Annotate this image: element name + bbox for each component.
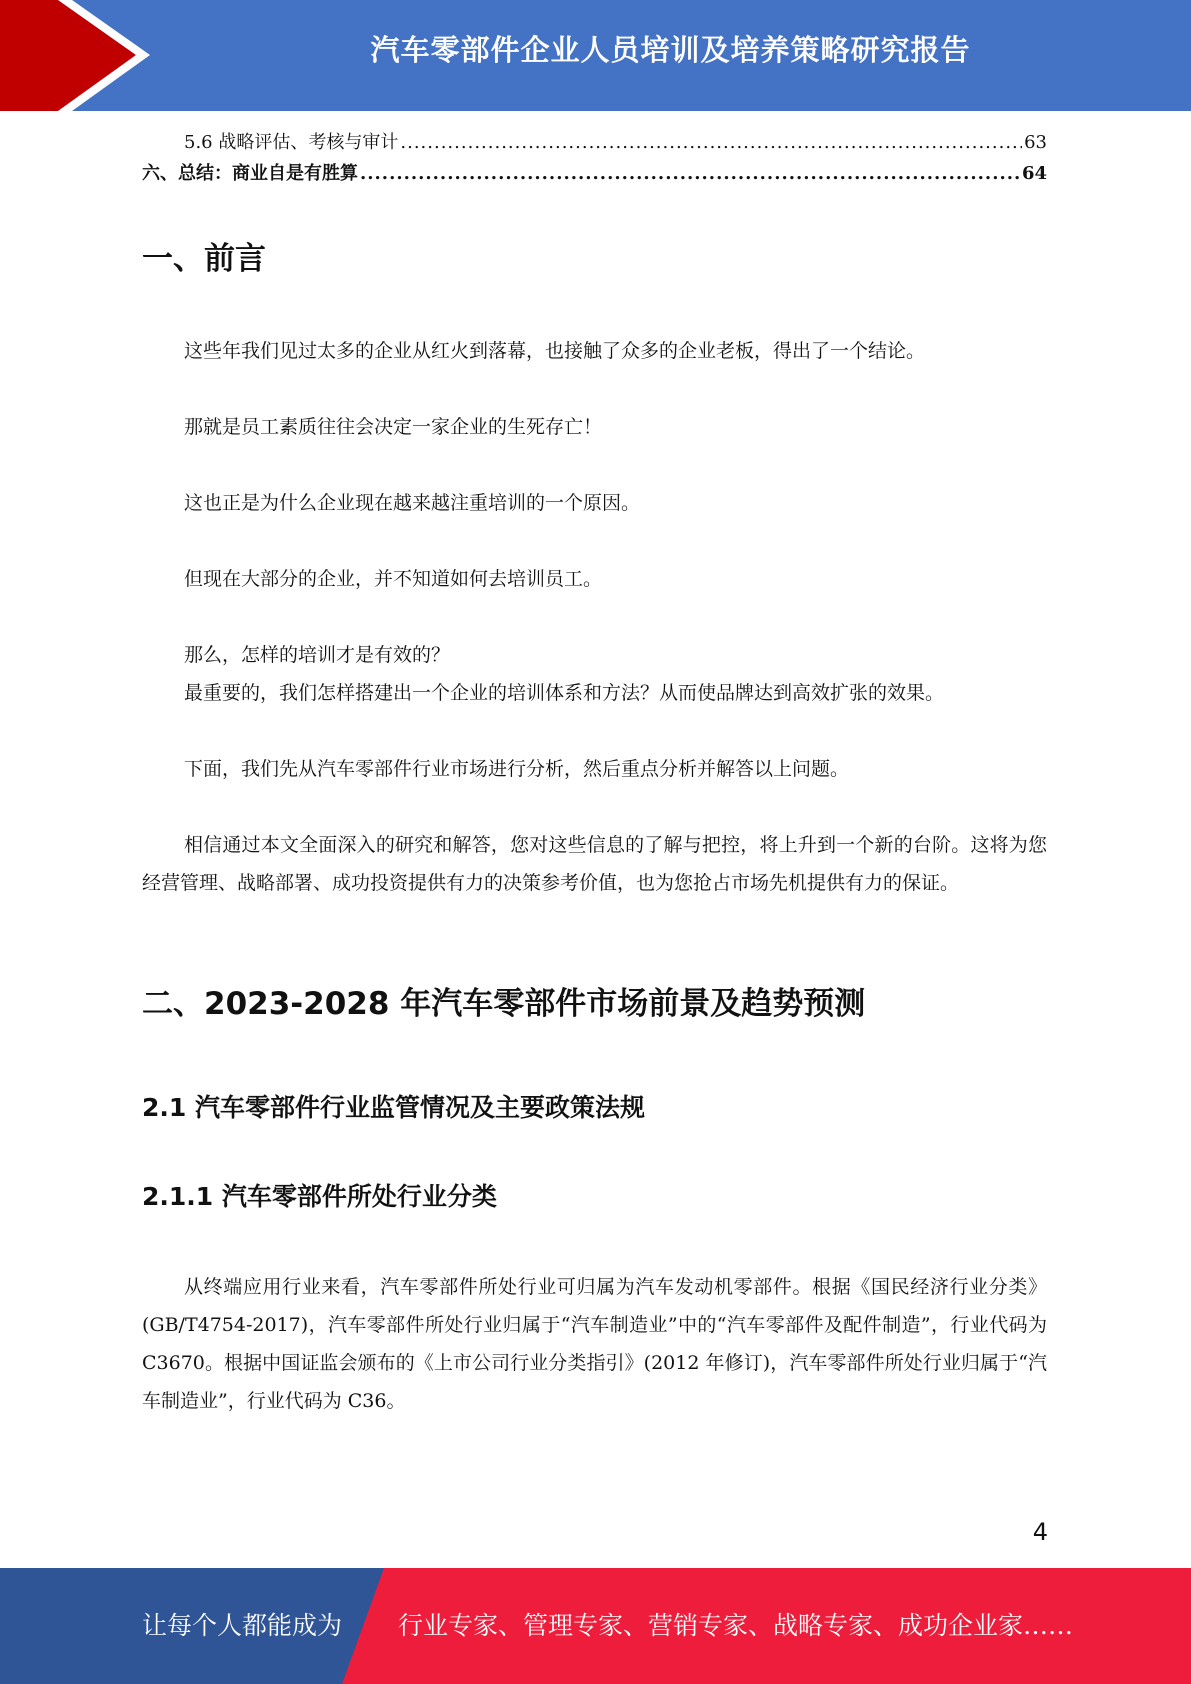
- subsubsection-heading: 2.1.1 汽车零部件所处行业分类: [142, 1182, 497, 1211]
- section-heading-forecast: 二、2023-2028 年汽车零部件市场前景及趋势预测: [142, 986, 866, 1022]
- toc-leader-dots: [360, 158, 1020, 189]
- paragraph: 从终端应用行业来看，汽车零部件所处行业可归属为汽车发动机零部件。根据《国民经济行业分类》(GB/T4754-2017)，汽车零部件所处行业归属于“汽车制造业”中的“汽车零部件及配件制造”，行业代码为 C3670。根据中国证监会颁布的《上市公司行业分类指引》(2012 年修订)，汽车零部件所处行业归属于“汽车制造业”，行业代码为 C36。: [142, 1276, 1047, 1412]
- toc-leader-dots: [400, 127, 1022, 158]
- subsection-heading: 2.1 汽车零部件行业监管情况及主要政策法规: [142, 1093, 645, 1122]
- toc-entry-label: [184, 127, 398, 158]
- paragraph: 下面，我们先从汽车零部件行业市场进行分析，然后重点分析并解答以上问题。: [184, 758, 850, 780]
- toc-entry[interactable]: [142, 158, 1047, 189]
- toc-page-number: 64: [1021, 163, 1047, 184]
- header-banner: [0, 0, 1191, 111]
- toc-entry-number: 5.6: [184, 132, 213, 153]
- paragraph: 那么，怎样的培训才是有效的？: [184, 644, 451, 666]
- paragraph: 最重要的，我们怎样搭建出一个企业的培训体系和方法？从而使品牌达到高效扩张的效果。: [184, 682, 945, 704]
- toc-entry-title: 战略评估、考核与审计: [218, 132, 399, 153]
- paragraph: 这些年我们见过太多的企业从红火到落幕，也接触了众多的企业老板，得出了一个结论。: [184, 340, 926, 362]
- paragraph: 这也正是为什么企业现在越来越注重培训的一个原因。: [184, 492, 641, 514]
- report-title: 汽车零部件企业人员培训及培养策略研究报告: [370, 33, 971, 67]
- toc-entry[interactable]: [142, 127, 1047, 158]
- footer-banner: [0, 1568, 1191, 1684]
- footer-slogan-right: 行业专家、管理专家、营销专家、战略专家、成功企业家……: [398, 1611, 1074, 1640]
- header-arrow-decoration: [0, 0, 160, 111]
- toc-page-number: 63: [1024, 132, 1047, 153]
- paragraph: 相信通过本文全面深入的研究和解答，您对这些信息的了解与把控，将上升到一个新的台阶。这将为您经营管理、战略部署、成功投资提供有力的决策参考价值，也为您抢占市场先机提供有力的保证。: [142, 834, 1047, 894]
- paragraph: 那就是员工素质往往会决定一家企业的生死存亡！: [184, 416, 603, 438]
- page-number: 4: [1032, 1518, 1048, 1546]
- paragraph: 但现在大部分的企业，并不知道如何去培训员工。: [184, 568, 603, 590]
- section-heading-preface: 一、前言: [142, 241, 266, 277]
- toc-entry-title: 六、总结：商业自是有胜算: [142, 163, 358, 184]
- footer-slogan-left: 让每个人都能成为: [142, 1611, 343, 1640]
- page-content: [142, 111, 1047, 1412]
